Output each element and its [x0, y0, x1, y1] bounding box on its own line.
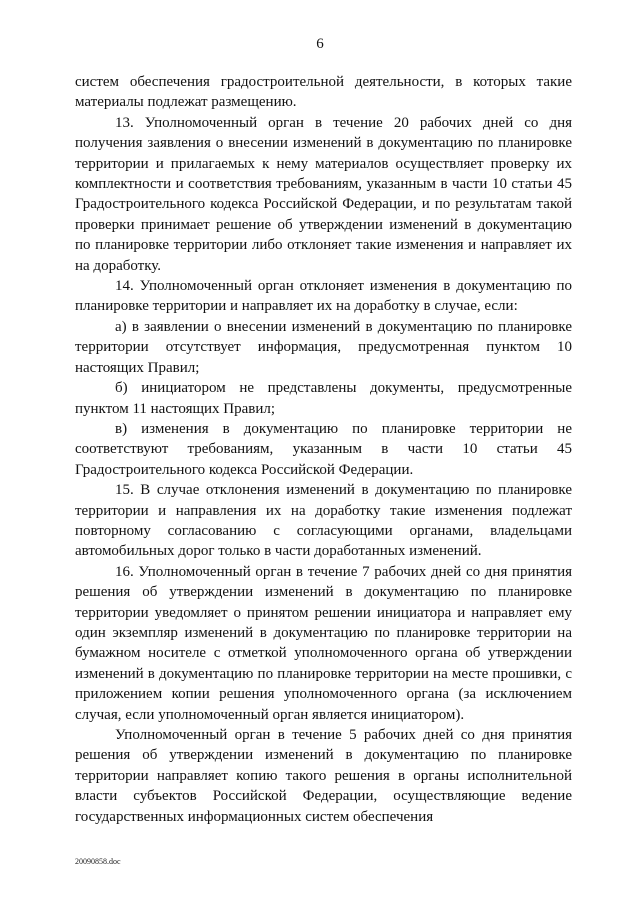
paragraph-14-v: в) изменения в документацию по планировке территории не соответствуют требованиям, указанным в части 10 статьи 45 Градостроительного кодекса Российской Федерации. — [75, 420, 572, 478]
paragraph-15: 15. В случае отклонения изменений в документацию по планировке территории и направления их на доработку такие изменения подлежат повторному согласованию с согласующими органами, владельцами автомобильных дорог только в части доработанных изменений. — [75, 482, 572, 560]
paragraph-14-b: б) инициатором не представлены документы, предусмотренные пунктом 11 настоящих Правил; — [75, 380, 572, 417]
paragraph-14-a: а) в заявлении о внесении изменений в документацию по планировке территории отсутствует информация, предусмотренная пунктом 10 настоящих Правил; — [75, 318, 572, 376]
paragraph-continuation: систем обеспечения градостроительной деятельности, в которых такие материалы подлежат размещению. — [75, 74, 572, 111]
paragraph-13: 13. Уполномоченный орган в течение 20 рабочих дней со дня получения заявления о внесении изменений в документацию по планировке территории и прилагаемых к нему материалов осуществляет проверку их комплектности и соответствия требованиям, указанным в части 10 статьи 45 Градостроительного кодекса Российской Федерации, и по результатам такой проверки принимает решение об утверждении изменений в документацию по планировке территории либо отклоняет такие изменения и направляет их на доработку. — [75, 114, 572, 274]
paragraph-16: 16. Уполномоченный орган в течение 7 рабочих дней со дня принятия решения об утверждении изменений в документацию по планировке территории уведомляет о принятом решении инициатора и направляет ему один экземпляр изменений в документацию по планировке территории на бумажном носителе с отметкой уполномоченного органа об утверждении изменений в документацию по планировке территории на месте прошивки, с приложением копии решения уполномоченного органа (за исключением случая, если уполномоченный орган является инициатором). — [75, 563, 572, 723]
footer-file-code: 20090858.doc — [75, 857, 121, 866]
paragraph-14: 14. Уполномоченный орган отклоняет изменения в документацию по планировке территории и направляет их на доработку в случае, если: — [75, 278, 572, 315]
paragraph-16-continued: Уполномоченный орган в течение 5 рабочих дней со дня принятия решения об утверждении изменений в документацию по планировке территории направляет копию такого решения в органы исполнительной власти субъектов Российской Федерации, осуществляющие ведение государственных информационных систем обеспечения — [75, 727, 572, 825]
document-body — [75, 72, 572, 827]
page-number: 6 — [316, 36, 324, 52]
